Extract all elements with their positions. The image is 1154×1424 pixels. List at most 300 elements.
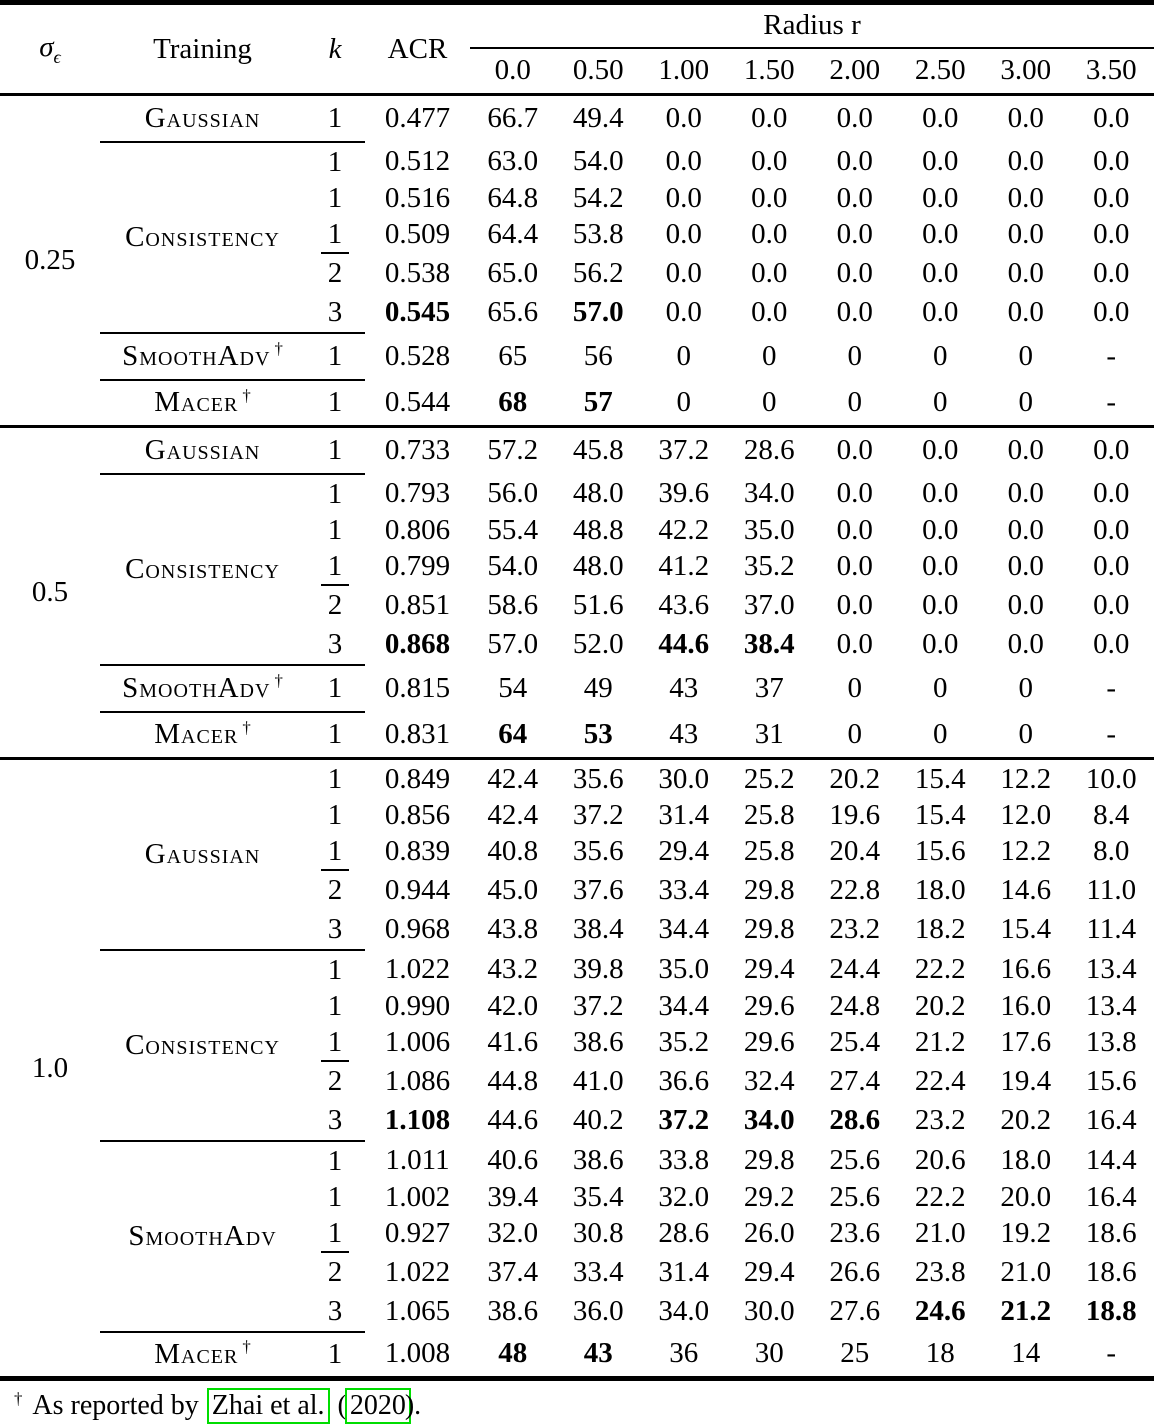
k-cell: 1 xyxy=(305,1332,365,1379)
k-cell: 1 xyxy=(305,427,365,474)
radius-cell: 35.0 xyxy=(641,950,727,990)
radius-cell: 0.0 xyxy=(812,514,898,548)
radius-cell: 22.4 xyxy=(898,1062,984,1101)
radius-cell: 15.6 xyxy=(1069,1062,1154,1101)
radius-cell: 42.4 xyxy=(470,759,556,799)
citation-link-year[interactable]: 2020 xyxy=(345,1388,411,1424)
radius-cell: 30.8 xyxy=(556,1215,642,1253)
radius-cell: 0 xyxy=(898,665,984,712)
k-cell: 3 xyxy=(305,1101,365,1141)
radius-cell: 56.0 xyxy=(470,474,556,514)
radius-cell: 31.4 xyxy=(641,1253,727,1292)
radius-cell: 34.0 xyxy=(727,1101,813,1141)
dagger-mark: † xyxy=(274,671,282,690)
radius-cell: 40.8 xyxy=(470,833,556,871)
radius-cell: - xyxy=(1069,665,1154,712)
radius-cell: 45.0 xyxy=(470,871,556,910)
training-cell xyxy=(100,665,305,712)
acr-cell: 0.815 xyxy=(365,665,470,712)
radius-cell: 38.6 xyxy=(556,1024,642,1062)
radius-cell: 19.2 xyxy=(983,1215,1069,1253)
acr-cell: 1.086 xyxy=(365,1062,470,1101)
radius-cell: 36 xyxy=(641,1332,727,1379)
dagger-mark: † xyxy=(274,339,282,358)
footnote-open-paren: ( xyxy=(338,1390,347,1421)
radius-cell: 54.0 xyxy=(470,548,556,586)
radius-cell: 37.2 xyxy=(556,990,642,1024)
col-header-r3: 1.50 xyxy=(727,48,813,95)
radius-cell: 51.6 xyxy=(556,586,642,625)
k-cell: 1 xyxy=(305,712,365,759)
sigma-cell: 1.0 xyxy=(0,759,100,1379)
radius-cell: 41.0 xyxy=(556,1062,642,1101)
k-cell: 1 xyxy=(305,333,365,380)
radius-cell: 14.6 xyxy=(983,871,1069,910)
radius-cell: 38.6 xyxy=(470,1292,556,1332)
training-cell xyxy=(100,427,305,474)
acr-cell: 0.851 xyxy=(365,586,470,625)
radius-cell: 63.0 xyxy=(470,142,556,182)
radius-cell: 48.0 xyxy=(556,474,642,514)
radius-cell: 28.6 xyxy=(812,1101,898,1141)
radius-cell: 35.0 xyxy=(727,514,813,548)
col-header-training: Training xyxy=(100,3,305,95)
radius-cell: 32.0 xyxy=(641,1181,727,1215)
training-label: SmoothAdv xyxy=(122,340,270,372)
radius-cell: 30 xyxy=(727,1332,813,1379)
radius-cell: 0.0 xyxy=(812,216,898,254)
radius-cell: 0 xyxy=(812,333,898,380)
k-cell: 1 xyxy=(305,799,365,833)
radius-cell: 29.4 xyxy=(727,1253,813,1292)
radius-cell: 55.4 xyxy=(470,514,556,548)
radius-cell: 0 xyxy=(983,333,1069,380)
radius-cell: 0.0 xyxy=(898,142,984,182)
radius-cell: 18.2 xyxy=(898,910,984,950)
acr-cell: 0.831 xyxy=(365,712,470,759)
radius-cell: 48 xyxy=(470,1332,556,1379)
k-cell: 1 xyxy=(305,833,365,871)
radius-cell: 35.6 xyxy=(556,833,642,871)
radius-cell: 49.4 xyxy=(556,95,642,142)
acr-cell: 1.002 xyxy=(365,1181,470,1215)
acr-cell: 1.011 xyxy=(365,1141,470,1181)
radius-cell: 35.2 xyxy=(727,548,813,586)
radius-cell: 0.0 xyxy=(1069,216,1154,254)
radius-cell: 0.0 xyxy=(983,182,1069,216)
radius-cell: 68 xyxy=(470,380,556,427)
table-row xyxy=(0,474,1154,514)
radius-cell: 30.0 xyxy=(727,1292,813,1332)
radius-cell: 40.6 xyxy=(470,1141,556,1181)
radius-cell: 23.6 xyxy=(812,1215,898,1253)
radius-cell: 37 xyxy=(727,665,813,712)
table-row xyxy=(0,427,1154,474)
radius-cell: 0 xyxy=(898,380,984,427)
radius-cell: 0.0 xyxy=(898,427,984,474)
col-header-k: k xyxy=(305,3,365,95)
table-row xyxy=(0,95,1154,142)
radius-cell: 54.0 xyxy=(556,142,642,182)
radius-cell: 34.4 xyxy=(641,990,727,1024)
radius-cell: 64.8 xyxy=(470,182,556,216)
col-header-sigma xyxy=(0,3,100,95)
training-label: Macer xyxy=(154,1338,238,1370)
radius-cell: 0.0 xyxy=(812,254,898,293)
acr-cell: 1.065 xyxy=(365,1292,470,1332)
acr-cell: 1.006 xyxy=(365,1024,470,1062)
radius-cell: 0.0 xyxy=(983,474,1069,514)
radius-cell: 0 xyxy=(727,380,813,427)
radius-cell: 43.2 xyxy=(470,950,556,990)
radius-cell: 36.6 xyxy=(641,1062,727,1101)
radius-cell: 53 xyxy=(556,712,642,759)
radius-cell: 0.0 xyxy=(898,474,984,514)
radius-cell: 13.8 xyxy=(1069,1024,1154,1062)
radius-cell: 21.0 xyxy=(898,1215,984,1253)
radius-cell: 44.6 xyxy=(641,625,727,665)
radius-cell: 0.0 xyxy=(898,548,984,586)
training-label: Gaussian xyxy=(145,838,261,870)
k-cell: 1 xyxy=(305,514,365,548)
radius-cell: 0.0 xyxy=(812,625,898,665)
acr-cell: 0.944 xyxy=(365,871,470,910)
radius-cell: 29.8 xyxy=(727,1141,813,1181)
sigma-symbol: σ xyxy=(39,31,53,63)
col-header-r2: 1.00 xyxy=(641,48,727,95)
radius-cell: 0.0 xyxy=(898,182,984,216)
radius-cell: 0.0 xyxy=(898,514,984,548)
acr-cell: 0.512 xyxy=(365,142,470,182)
radius-cell: 58.6 xyxy=(470,586,556,625)
radius-cell: 25 xyxy=(812,1332,898,1379)
radius-cell: 0.0 xyxy=(983,514,1069,548)
radius-cell: 20.0 xyxy=(983,1181,1069,1215)
radius-cell: 13.4 xyxy=(1069,990,1154,1024)
k-cell: 1 xyxy=(305,548,365,586)
radius-cell: 66.7 xyxy=(470,95,556,142)
radius-cell: 57.0 xyxy=(556,293,642,333)
dagger-mark: † xyxy=(242,1337,250,1356)
radius-cell: 8.0 xyxy=(1069,833,1154,871)
acr-cell: 0.538 xyxy=(365,254,470,293)
training-label: Consistency xyxy=(125,553,280,585)
training-cell xyxy=(100,1141,305,1332)
training-cell xyxy=(100,95,305,142)
radius-cell: 19.4 xyxy=(983,1062,1069,1101)
k-cell: 1 xyxy=(305,759,365,799)
training-label: SmoothAdv xyxy=(128,1220,276,1252)
acr-cell: 0.839 xyxy=(365,833,470,871)
radius-cell: 18.6 xyxy=(1069,1253,1154,1292)
k-cell: 3 xyxy=(305,293,365,333)
radius-cell: 43.6 xyxy=(641,586,727,625)
acr-cell: 1.022 xyxy=(365,950,470,990)
radius-cell: 0.0 xyxy=(1069,182,1154,216)
radius-cell: 19.6 xyxy=(812,799,898,833)
acr-cell: 0.868 xyxy=(365,625,470,665)
k-cell: 1 xyxy=(305,950,365,990)
radius-cell: 41.2 xyxy=(641,548,727,586)
radius-cell: 64.4 xyxy=(470,216,556,254)
radius-cell: 37.4 xyxy=(470,1253,556,1292)
radius-cell: 65.6 xyxy=(470,293,556,333)
radius-cell: 0.0 xyxy=(641,293,727,333)
radius-cell: 34.4 xyxy=(641,910,727,950)
training-cell xyxy=(100,950,305,1141)
radius-cell: 8.4 xyxy=(1069,799,1154,833)
radius-cell: 53.8 xyxy=(556,216,642,254)
radius-cell: 25.8 xyxy=(727,833,813,871)
citation-link-author[interactable]: Zhai et al. xyxy=(207,1388,330,1424)
radius-cell: 0.0 xyxy=(1069,254,1154,293)
radius-cell: 0.0 xyxy=(898,625,984,665)
radius-cell: 0.0 xyxy=(641,95,727,142)
acr-cell: 0.968 xyxy=(365,910,470,950)
sigma-subscript: ϵ xyxy=(54,46,61,66)
radius-cell: 56.2 xyxy=(556,254,642,293)
radius-cell: 0.0 xyxy=(983,625,1069,665)
table-row xyxy=(0,759,1154,799)
k-cell: 3 xyxy=(305,625,365,665)
radius-cell: 0.0 xyxy=(1069,514,1154,548)
training-label: Gaussian xyxy=(145,434,261,466)
radius-cell: 64 xyxy=(470,712,556,759)
radius-cell: 29.6 xyxy=(727,1024,813,1062)
col-header-r7: 3.50 xyxy=(1069,48,1154,95)
k-cell: 2 xyxy=(305,1062,365,1101)
radius-cell: 0.0 xyxy=(641,254,727,293)
training-cell xyxy=(100,1332,305,1379)
radius-cell: 48.0 xyxy=(556,548,642,586)
header-row-groups xyxy=(0,3,1154,48)
radius-cell: 52.0 xyxy=(556,625,642,665)
col-header-r1: 0.50 xyxy=(556,48,642,95)
radius-cell: 26.6 xyxy=(812,1253,898,1292)
radius-cell: 16.4 xyxy=(1069,1101,1154,1141)
radius-cell: 28.6 xyxy=(727,427,813,474)
radius-cell: 37.2 xyxy=(641,1101,727,1141)
radius-cell: 0.0 xyxy=(641,216,727,254)
radius-cell: 18.6 xyxy=(1069,1215,1154,1253)
radius-cell: 33.4 xyxy=(641,871,727,910)
radius-cell: 20.6 xyxy=(898,1141,984,1181)
radius-cell: - xyxy=(1069,712,1154,759)
radius-cell: 23.8 xyxy=(898,1253,984,1292)
k-cell: 1 xyxy=(305,1141,365,1181)
acr-cell: 0.799 xyxy=(365,548,470,586)
radius-cell: 29.4 xyxy=(727,950,813,990)
acr-cell: 0.516 xyxy=(365,182,470,216)
radius-cell: 23.2 xyxy=(812,910,898,950)
k-cell: 1 xyxy=(305,95,365,142)
radius-cell: 0.0 xyxy=(1069,293,1154,333)
table-row xyxy=(0,950,1154,990)
radius-cell: 54 xyxy=(470,665,556,712)
k-cell: 3 xyxy=(305,1292,365,1332)
radius-cell: 21.2 xyxy=(983,1292,1069,1332)
acr-cell: 0.544 xyxy=(365,380,470,427)
radius-cell: 33.4 xyxy=(556,1253,642,1292)
radius-cell: 0 xyxy=(983,665,1069,712)
acr-cell: 0.990 xyxy=(365,990,470,1024)
radius-cell: 54.2 xyxy=(556,182,642,216)
training-label: Consistency xyxy=(125,1029,280,1061)
radius-cell: 11.4 xyxy=(1069,910,1154,950)
k-cell: 1 xyxy=(305,182,365,216)
radius-cell: 0 xyxy=(641,380,727,427)
radius-cell: 0.0 xyxy=(727,216,813,254)
radius-cell: 39.6 xyxy=(641,474,727,514)
radius-cell: 24.4 xyxy=(812,950,898,990)
radius-cell: 22.2 xyxy=(898,950,984,990)
k-cell: 2 xyxy=(305,586,365,625)
radius-cell: 29.8 xyxy=(727,910,813,950)
col-header-radius-group: Radius r xyxy=(470,3,1154,48)
radius-cell: 25.6 xyxy=(812,1181,898,1215)
radius-cell: 0 xyxy=(812,665,898,712)
radius-cell: 57.0 xyxy=(470,625,556,665)
radius-cell: 65 xyxy=(470,333,556,380)
radius-cell: 40.2 xyxy=(556,1101,642,1141)
radius-cell: 0.0 xyxy=(1069,427,1154,474)
training-cell xyxy=(100,474,305,665)
acr-cell: 0.528 xyxy=(365,333,470,380)
radius-cell: - xyxy=(1069,333,1154,380)
radius-cell: 38.4 xyxy=(727,625,813,665)
radius-cell: 16.6 xyxy=(983,950,1069,990)
radius-cell: 0.0 xyxy=(812,95,898,142)
radius-cell: 0.0 xyxy=(1069,548,1154,586)
training-label: Macer xyxy=(154,718,238,750)
radius-cell: 21.0 xyxy=(983,1253,1069,1292)
radius-cell: 32.4 xyxy=(727,1062,813,1101)
k-cell: 1 xyxy=(305,142,365,182)
radius-cell: 43.8 xyxy=(470,910,556,950)
radius-cell: 0.0 xyxy=(727,182,813,216)
radius-cell: 21.2 xyxy=(898,1024,984,1062)
footnote-text: As reported by xyxy=(32,1390,198,1421)
radius-cell: 42.0 xyxy=(470,990,556,1024)
radius-cell: 36.0 xyxy=(556,1292,642,1332)
radius-cell: 0 xyxy=(983,380,1069,427)
sigma-cell: 0.5 xyxy=(0,427,100,759)
radius-cell: 0.0 xyxy=(812,474,898,514)
radius-cell: 56 xyxy=(556,333,642,380)
radius-cell: 0.0 xyxy=(812,142,898,182)
acr-cell: 0.806 xyxy=(365,514,470,548)
radius-cell: 0 xyxy=(641,333,727,380)
radius-cell: 30.0 xyxy=(641,759,727,799)
radius-cell: 0.0 xyxy=(1069,142,1154,182)
table-row xyxy=(0,665,1154,712)
dagger-mark: † xyxy=(242,386,250,405)
radius-cell: 25.2 xyxy=(727,759,813,799)
radius-cell: 25.6 xyxy=(812,1141,898,1181)
radius-cell: 34.0 xyxy=(727,474,813,514)
radius-cell: 0 xyxy=(812,380,898,427)
radius-cell: 0 xyxy=(812,712,898,759)
radius-cell: 23.2 xyxy=(898,1101,984,1141)
radius-cell: 29.2 xyxy=(727,1181,813,1215)
col-header-acr: ACR xyxy=(365,3,470,95)
training-label: Macer xyxy=(154,386,238,418)
radius-cell: 37.2 xyxy=(641,427,727,474)
footnote-suffix: ). xyxy=(405,1390,421,1421)
k-cell: 1 xyxy=(305,1215,365,1253)
k-cell: 1 xyxy=(305,1181,365,1215)
radius-cell: 43 xyxy=(641,665,727,712)
table-row xyxy=(0,1141,1154,1181)
radius-cell: 0.0 xyxy=(1069,625,1154,665)
k-cell: 1 xyxy=(305,990,365,1024)
radius-cell: 24.6 xyxy=(898,1292,984,1332)
radius-cell: 15.4 xyxy=(898,799,984,833)
k-cell: 1 xyxy=(305,665,365,712)
radius-cell: 0.0 xyxy=(983,254,1069,293)
radius-cell: 18.8 xyxy=(1069,1292,1154,1332)
radius-cell: 0.0 xyxy=(983,548,1069,586)
radius-cell: 0 xyxy=(727,333,813,380)
table-header xyxy=(0,3,1154,95)
radius-cell: 31.4 xyxy=(641,799,727,833)
radius-cell: 0.0 xyxy=(727,95,813,142)
radius-cell: 31 xyxy=(727,712,813,759)
k-cell: 1 xyxy=(305,380,365,427)
radius-cell: 0.0 xyxy=(983,95,1069,142)
acr-cell: 0.927 xyxy=(365,1215,470,1253)
radius-cell: 0.0 xyxy=(983,216,1069,254)
radius-cell: 0.0 xyxy=(812,427,898,474)
radius-cell: - xyxy=(1069,1332,1154,1379)
radius-cell: 0.0 xyxy=(983,142,1069,182)
radius-cell: 26.0 xyxy=(727,1215,813,1253)
radius-cell: 44.8 xyxy=(470,1062,556,1101)
k-cell: 1 xyxy=(305,216,365,254)
radius-cell: 10.0 xyxy=(1069,759,1154,799)
radius-cell: 33.8 xyxy=(641,1141,727,1181)
k-cell: 2 xyxy=(305,1253,365,1292)
radius-cell: 0 xyxy=(898,712,984,759)
radius-cell: 24.8 xyxy=(812,990,898,1024)
acr-cell: 0.856 xyxy=(365,799,470,833)
radius-cell: 35.4 xyxy=(556,1181,642,1215)
radius-cell: 0.0 xyxy=(983,427,1069,474)
acr-cell: 0.509 xyxy=(365,216,470,254)
radius-cell: 12.2 xyxy=(983,833,1069,871)
table-row xyxy=(0,1332,1154,1379)
radius-cell: 0.0 xyxy=(727,293,813,333)
radius-cell: 11.0 xyxy=(1069,871,1154,910)
col-header-r4: 2.00 xyxy=(812,48,898,95)
radius-cell: 0.0 xyxy=(641,142,727,182)
acr-cell: 0.545 xyxy=(365,293,470,333)
radius-cell: 37.2 xyxy=(556,799,642,833)
table-body xyxy=(0,95,1154,1379)
radius-cell: 0.0 xyxy=(812,548,898,586)
radius-cell: 13.4 xyxy=(1069,950,1154,990)
k-cell: 1 xyxy=(305,474,365,514)
radius-cell: - xyxy=(1069,380,1154,427)
radius-cell: 0.0 xyxy=(983,293,1069,333)
radius-cell: 12.2 xyxy=(983,759,1069,799)
radius-cell: 14.4 xyxy=(1069,1141,1154,1181)
k-cell: 2 xyxy=(305,254,365,293)
radius-cell: 17.6 xyxy=(983,1024,1069,1062)
radius-cell: 15.6 xyxy=(898,833,984,871)
table-row xyxy=(0,712,1154,759)
radius-cell: 0.0 xyxy=(983,586,1069,625)
